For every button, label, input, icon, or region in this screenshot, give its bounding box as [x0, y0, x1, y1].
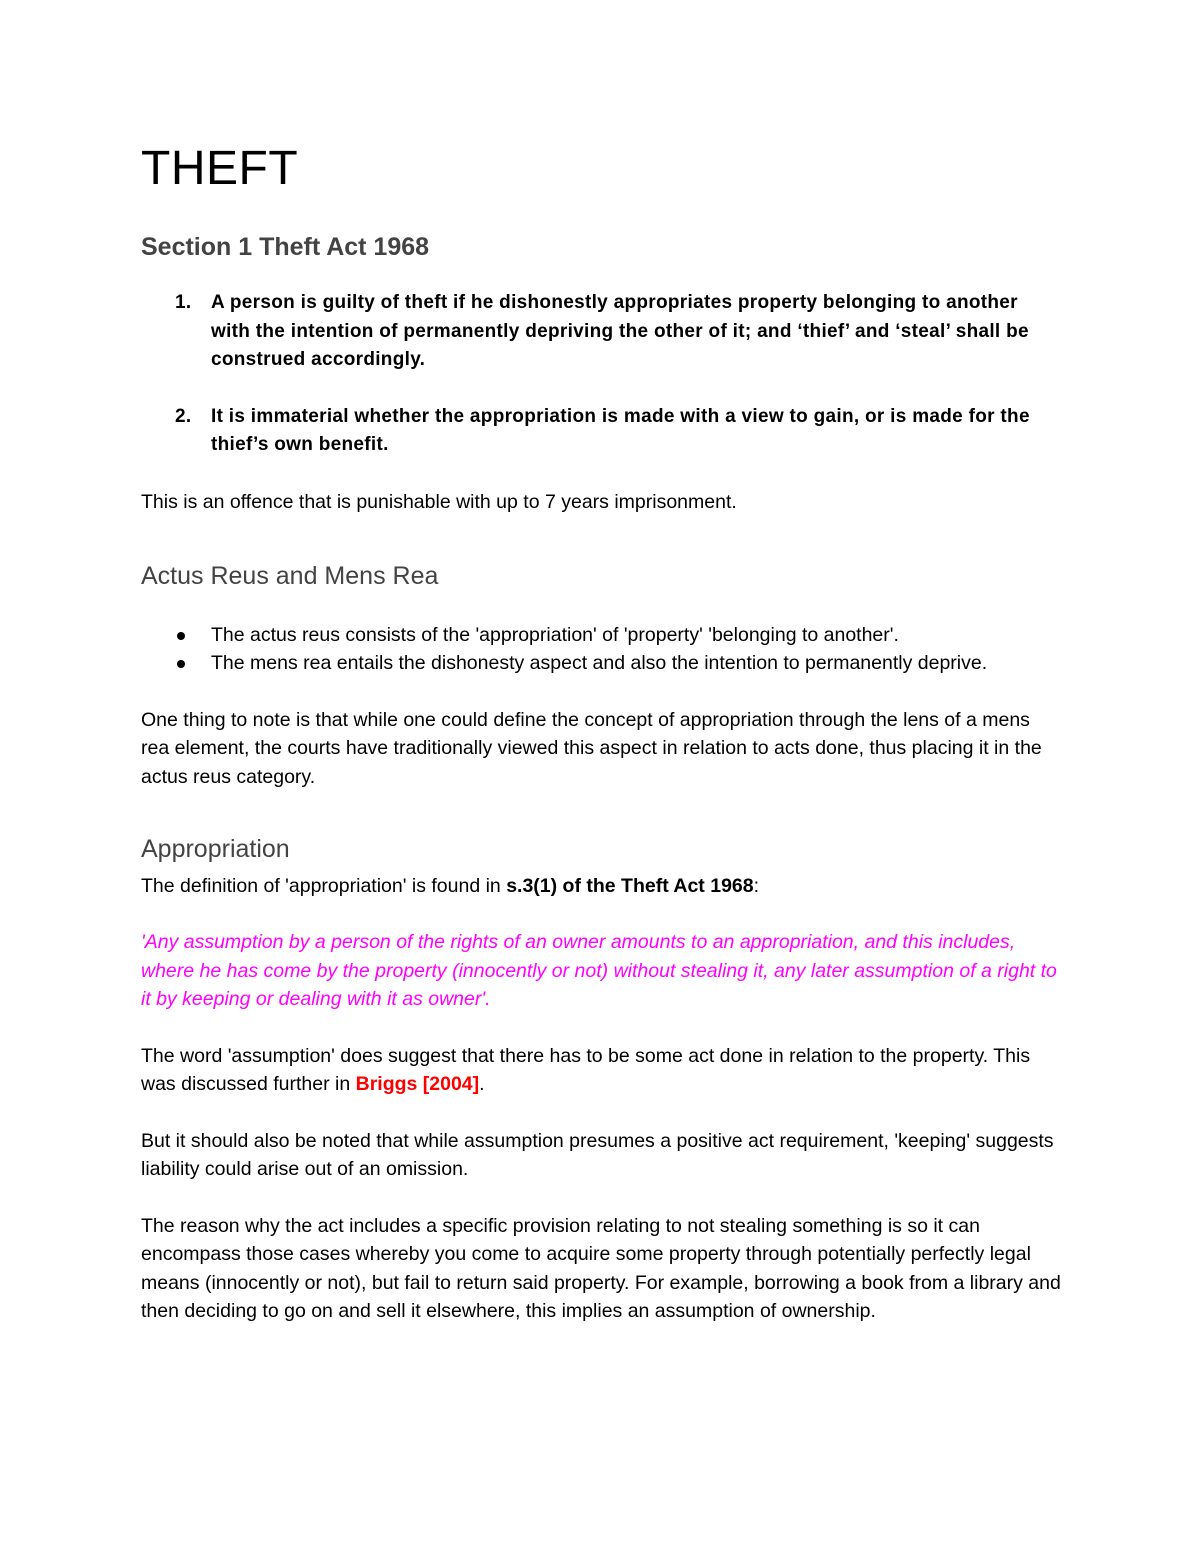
definition-quote: 'Any assumption by a person of the rights of an owner amounts to an appropriation, and this includes, where he has come by the property (innocently or not) without stealing it, any later assumption of a right to it by keeping or dealing with it as owner'.	[141, 931, 1057, 1011]
definition-paragraph	[141, 872, 1061, 901]
bullet-icon	[177, 660, 185, 668]
document-title: THEFT	[141, 142, 299, 195]
assumption-end: .	[479, 1073, 485, 1096]
note-paragraph: One thing to note is that while one could define the concept of appropriation through the lens of a mens rea element, the courts have traditionally viewed this aspect in relation to acts done, thus placing it in the actus reus category.	[141, 708, 1042, 788]
bullet-item	[211, 649, 1061, 678]
assumption-paragraph	[141, 1042, 1061, 1099]
bullet-icon	[177, 632, 185, 640]
assumption-text: The word 'assumption' does suggest that there has to be some act done in relation to the property. This was discussed further in	[141, 1044, 1031, 1096]
bullet-item	[211, 621, 1061, 650]
actus-reus-heading: Actus Reus and Mens Rea	[141, 562, 439, 591]
section-heading: Section 1 Theft Act 1968	[141, 232, 430, 261]
bullet-text: The actus reus consists of the 'appropriation' of 'property' 'belonging to another'.	[211, 623, 899, 646]
definition-intro: The definition of 'appropriation' is found in	[141, 874, 507, 897]
bullet-list	[141, 621, 1061, 678]
appropriation-heading: Appropriation	[141, 835, 290, 864]
statute-list	[141, 289, 1061, 460]
statute-reference: s.3(1) of the Theft Act 1968	[506, 874, 754, 897]
omission-paragraph: But it should also be noted that while assumption presumes a positive act requirement, 'keeping' suggests liability could arise out of an omission.	[141, 1129, 1054, 1181]
penalty-paragraph: This is an offence that is punishable with up to 7 years imprisonment.	[141, 490, 737, 513]
definition-end: :	[753, 874, 760, 897]
statute-item: It is immaterial whether the appropriation is made with a view to gain, or is made for the thief’s own benefit.	[211, 405, 1030, 456]
document-page	[141, 140, 1061, 1326]
bullet-text: The mens rea entails the dishonesty aspect and also the intention to permanently deprive.	[211, 652, 988, 675]
statute-item: A person is guilty of theft if he dishonestly appropriates property belonging to another with the intention of permanently depriving the other of it; and ‘thief’ and ‘steal’ shall be construed accordingly.	[211, 292, 1029, 371]
reason-paragraph: The reason why the act includes a specific provision relating to not stealing something is so it can encompass those cases whereby you come to acquire some property through potentially perfectly legal means (innocently or not), but fail to return said property. For example, borrowing a book from a library and then deciding to go on and sell it elsewhere, this implies an assumption of ownership.	[141, 1214, 1061, 1323]
case-reference: Briggs [2004]	[355, 1073, 480, 1096]
